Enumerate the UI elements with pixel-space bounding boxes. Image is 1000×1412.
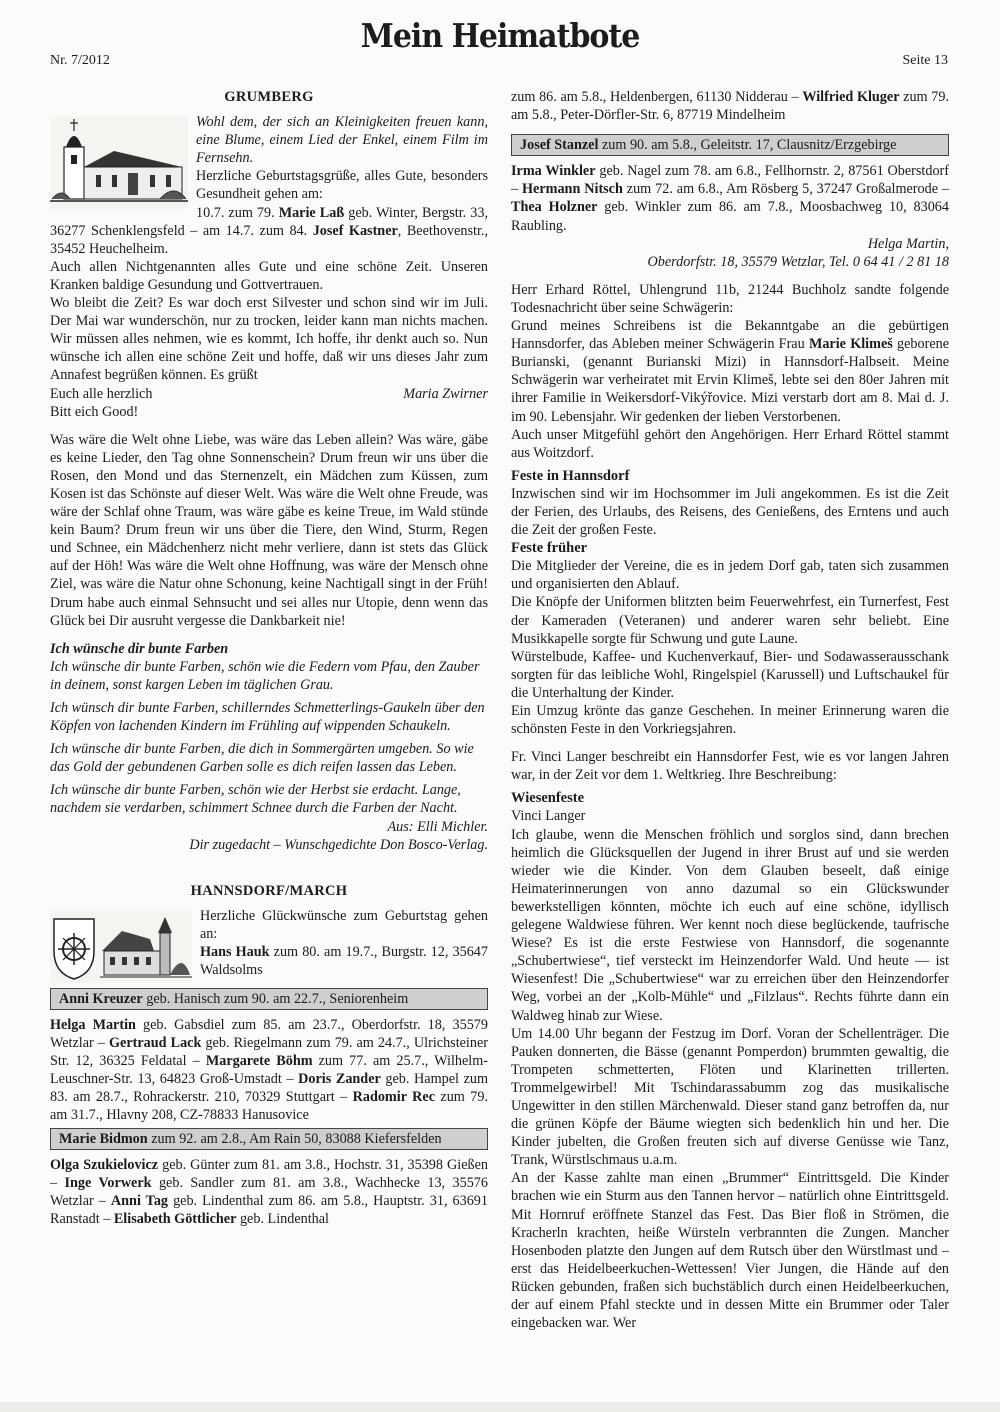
grumberg-quote: Wohl dem, der sich an Kleinigkeiten freuen kann, eine Blume, einem Lied der Enkel, einem Film im Fernsehn. [196, 114, 488, 167]
death-notice-closing: Auch unser Mitgefühl gehört den Angehörigen. Herr Erhard Röttel stammt aus Woitzdorf. [511, 426, 949, 461]
frueher-para-1: Die Mitglieder der Vereine, die es in jedem Dorf gab, taten sich zusammen und organisierten den Ablauf. [511, 558, 949, 593]
poem-stanza-2: Ich wünsch dir bunte Farben, schillerndes Schmetterlings-Gaukeln über den Köpfen von lachenden Kindern im Frühling auf wippenden Schaukeln. [50, 700, 485, 735]
poem-source-2: Dir zugedacht – Wunschgedichte Don Bosco-Verlag. [189, 836, 488, 853]
frueher-para-3: Würstelbude, Kaffee- und Kuchenverkauf, Bier- und Sodawasserausschank sorgten für das leibliche Wohl, Ringelspiel (Karussell) und Luftschaukel für die Unterhaltung der Kinder. [511, 648, 949, 701]
signature-name: Helga Martin, [867, 235, 949, 252]
birthday-list-continued: zum 86. am 5.8., Heldenbergen, 61130 Nidderau – Wilfried Kluger zum 79. am 5.8., Peter-Dörfler-Str. 6, 87719 Mindelheim [511, 89, 949, 124]
left-column [50, 88, 488, 1228]
highlight-box-marie-bidmon: Marie Bidmon zum 92. am 2.8., Am Rain 50, 83088 Kiefersfelden [50, 1128, 488, 1150]
page-edge [0, 1402, 1000, 1412]
grumberg-para-2: Wo bleibt die Zeit? Es war doch erst Silvester und schon sind wir im Juli. Der Mai war wunderschön, nur zu trocken, leider kann man nichts machen. Wir müssen alles nehmen, wie es kommt, Ich hoffe, ihr denkt auch so. Nun wünsche ich allen eine schöne Zeit und hoffe, daß wir uns dieses Jahr zum Annafest begrüßen können. Es grüßt [50, 295, 488, 384]
wiesenfeste-para-2: Um 14.00 Uhr begann der Festzug im Dorf. Voran der Schellenträger. Die Pauken donnerten, die Bässe (genannt Pomperdon) brummten gewaltig, die Trompeten schmetterten, Flöten und Klarinetten trillerten. Trommelgewirbel! Mit Tschindarassabumm zog das musikalische Ungewitter in den stillen Märchenwald. Dieser stand ganz betroffen da, nur die grünen Köpfe der Bäume wiegten sich bedenklich hin und her. Die Kinder jubelten, die Großen freuten sich auf diverse Genüsse wie Tanz, Trank, Würstlschmaus u.a.m. [511, 1025, 949, 1169]
grumberg-intro: Herzliche Geburtstagsgrüße, alles Gute, besonders Gesundheit gehen am: [196, 168, 488, 203]
hannsdorf-birthday-list-2: Olga Szukielovicz geb. Günter zum 81. am 3.8., Hochstr. 31, 35398 Gießen – Inge Vorwerk geb. Sandler zum 81. am 3.8., Wachhecke 13, 35576 Wetzlar – Anni Tag geb. Lindenthal zum 86. am 5.8., Hauptstr. 31, 63691 Ranstadt – Elisabeth Göttlicher geb. Lindenthal [50, 1156, 488, 1227]
grumberg-birthdays: 10.7. zum 79. Marie Laß geb. Winter, Bergstr. 33, 36277 Schenklengsfeld – am 14.7. zum 84. Josef Kastner, Beethovenstr., 35452 Heuchelheim. [50, 204, 489, 257]
greeting: Euch alle herzlich [50, 385, 153, 402]
newspaper-title: Mein Heimatbote [360, 17, 640, 56]
poem-stanza-3: Ich wünsche dir bunte Farben, die dich in Sommergärten umgeben. So wie das Gold der gebundenen Garben solle es dich reifen lassen das Leben. [50, 741, 474, 776]
grumberg-para-1: Auch allen Nichtgenannten alles Gute und eine schöne Zeit. Unseren Kranken baldige Gesundung und Gottvertrauen. [50, 258, 488, 293]
frueher-para-2: Die Knöpfe der Uniformen blitzten beim Feuerwehrfest, ein Turnerfest, Fest der Kameraden (Veteranen) und anderer waren sehr beliebt. Eine Musikkapelle sorgte für Schwung und gute Laune. [511, 594, 949, 647]
feste-paragraph: Inzwischen sind wir im Hochsommer im Juli angekommen. Es ist die Zeit der Ferien, des Urlaubs, des Reisens, des Genießens, des Erntens und auch die Zeit der großen Feste. [511, 485, 949, 539]
highlight-box-josef-stanzel: Josef Stanzel zum 90. am 5.8., Geleitstr. 17, Clausnitz/Erzgebirge [511, 134, 949, 156]
grumberg-signature-line [50, 385, 488, 403]
town-coat-of-arms-icon [50, 911, 192, 983]
section-heading-grumberg: GRUMBERG [224, 89, 314, 105]
heading-wiesenfeste: Wiesenfeste [511, 790, 585, 807]
hannsdorf-intro: Herzliche Glückwünsche zum Geburtstag gehen an: [200, 907, 488, 942]
heading-feste-in-hannsdorf: Feste in Hannsdorf [511, 467, 630, 484]
death-notice-intro: Herr Erhard Röttel, Uhlengrund 11b, 21244 Buchholz sandte folgende Todesnachricht über seine Schwägerin: [511, 281, 949, 316]
poem-source-1: Aus: Elli Michler. [387, 818, 488, 835]
signature: Maria Zwirner [403, 385, 488, 402]
signature-address: Oberdorfstr. 18, 35579 Wetzlar, Tel. 0 64 41 / 2 81 18 [647, 253, 949, 270]
poem-title: Ich wünsche dir bunte Farben [50, 640, 229, 657]
page-number: Seite 13 [902, 53, 948, 68]
wiesenfeste-author: Vinci Langer [511, 808, 586, 825]
wiesenfeste-para-3: An der Kasse zahlte man einen „Brummer“ Eintrittsgeld. Die Kinder brachen wie ein Sturm aus den Tannen hervor – natürlich ohne Eintrittsgeld. Mit Hornruf eröffnete Stanzel das Fest. Das Bier floß in Strömen, die Kracherln krachten, heiße Würsteln verbrannten die Zungen. Mancher Hosenboden platzte den Jungen auf dem Rutsch über den Würstlmast und – erst das Heidelbeerkuchen-Wettessen! Vier Jungen, die Hände auf den Rücken gebunden, fraßen sich buchstäblich durch einen Heidelbeerkuchen, der auf einem Pfahl steckte und in dessen Mitte ein Brummer oder Taler eingebacken war. Wer [511, 1170, 949, 1332]
frueher-para-4: Ein Umzug krönte das ganze Geschehen. In meiner Erinnerung waren die schönsten Feste in den Vorkriegsjahren. [511, 703, 949, 738]
heading-feste-frueher: Feste früher [511, 540, 588, 557]
langer-intro: Fr. Vinci Langer beschreibt ein Hannsdorfer Fest, wie es vor langen Jahren war, in der Zeit vor dem 1. Weltkrieg. Ihre Beschreibung: [511, 749, 949, 784]
church-illustration-icon [50, 117, 188, 209]
highlight-box-anni-kreuzer: Anni Kreuzer geb. Hanisch zum 90. am 22.7., Seniorenheim [50, 988, 488, 1010]
right-column [511, 88, 949, 1332]
grumberg-closing: Bitt eich Good! [50, 403, 139, 420]
hannsdorf-birthday-1: Hans Hauk zum 80. am 19.7., Burgstr. 12, 35647 Waldsolms [200, 944, 488, 979]
poem-stanza-4: Ich wünsche dir bunte Farben, schön wie der Herbst sie erdacht. Lange, nachdem sie verdarben, schimmert Schnee durch die Farben der Nacht. [50, 782, 461, 817]
issue-number: Nr. 7/2012 [50, 53, 110, 68]
death-notice-body: Grund meines Schreibens ist die Bekanntgabe an die gebürtigen Hannsdorfer, das Ableben meiner Schwägerin Frau Marie Klimeš geborene Burianski, (genannt Burianski Mizi) in Hannsdorf-Halbseit. Meine Schwägerin war verheiratet mit Ervin Klimeš, lebte sei den 80er Jahren mit ihrer Familie in Weikersdorf-Vikýřovice. Mizi verstarb dort am 8. Mai d. J. im 90. Lebensjahr. Wir gedenken der lieben Verstorbenen. [511, 318, 950, 425]
poem-stanza-1: Ich wünsche dir bunte Farben, schön wie die Federn vom Pfau, den Zauber in deinem, sonst kargen Leben im täglichen Grau. [50, 658, 480, 693]
wiesenfeste-para-1: Ich glaube, wenn die Menschen fröhlich und sorglos sind, dann brechen heimlich die Glücksquellen der Jugend in ihrer Brust auf und sie werden wieder wie die Kinder. Von dem Glauben beseelt, daß einige Heimaterinnerungen von anno dazumal so ein Glückswunder bewerkstelligen könnten, möchte ich euch auf eine schöne, idyllisch gelegene Waldwiese führen. Wer kennt noch diese beglückende, taufrische Wiese? Es ist die erste Festwiese von Hannsdorf, die sogenannte „Schubertwiese“, tief versteckt im Heinzendorfer Wald. Und heute — ist Wiesenfest! Die „Schubertwiese“ war zu erreichen über den Heinzendorfer Weg, vorbei an der „Kolb-Mühle“ und „Filzlaus“. Rechts führte dann ein Waldweg hinab zur Wiese. [511, 826, 949, 1024]
birthday-list-3: Irma Winkler geb. Nagel zum 78. am 6.8., Fellhornstr. 2, 87561 Oberstdorf – Hermann Nitsch zum 72. am 6.8., Am Rösberg 5, 37247 Großalmerode – Thea Holzner geb. Winkler zum 86. am 7.8., Moosbachweg 10, 83064 Raubling. [511, 163, 949, 234]
section-heading-hannsdorf: HANNSDORF/MARCH [190, 882, 348, 899]
hannsdorf-birthday-list-1: Helga Martin geb. Gabsdiel zum 85. am 23.7., Oberdorfstr. 18, 35579 Wetzlar – Gertraud Lack geb. Riegelmann zum 79. am 24.7., Ulrichsteiner Str. 12, 36325 Feldatal – Margarete Böhm zum 77. am 25.7., Wilhelm-Leuschner-Str. 13, 64823 Groß-Umstadt – Doris Zander geb. Hampel zum 83. am 28.7., Rohrackerstr. 210, 70329 Stuttgart – Radomir Rec zum 79. am 31.7., Hlavny 208, CZ-78833 Hanusovice [50, 1016, 488, 1124]
page-header [0, 0, 1000, 80]
welt-poem-text: Was wäre die Welt ohne Liebe, was wäre das Leben allein? Was wäre, gäbe es keine Lieder, den Tag ohne Sonnenschein? Drum freun wir uns über die Rosen, den Mond und das Sternenzelt, ein Mädchen zum Küssen, zum Kosen ist das Schönste auf dieser Welt. Was wäre die Welt ohne Freude, was wäre der Schlaf ohne Traum, was wäre gäbe es keine Treue, im Wald stünde kein Baum? Drum freun wir uns über die Tiere, den Wind, Sturm, Regen und Schnee, ein Mädchenherz nicht mehr verliere, dann ist stets das Glück auf der Höh! Was wäre die Welt ohne Hoffnung, was wäre der Mensch ohne Ziel, was wäre die Natur ohne Schonung, keine Nachtigall singt in der Früh! Drum habe auch einmal Sehnsucht und sei alles nur Utopie, denn wenn das Glück bei Dir ausruht vergesse die Dankbarkeit nie! [50, 431, 488, 629]
